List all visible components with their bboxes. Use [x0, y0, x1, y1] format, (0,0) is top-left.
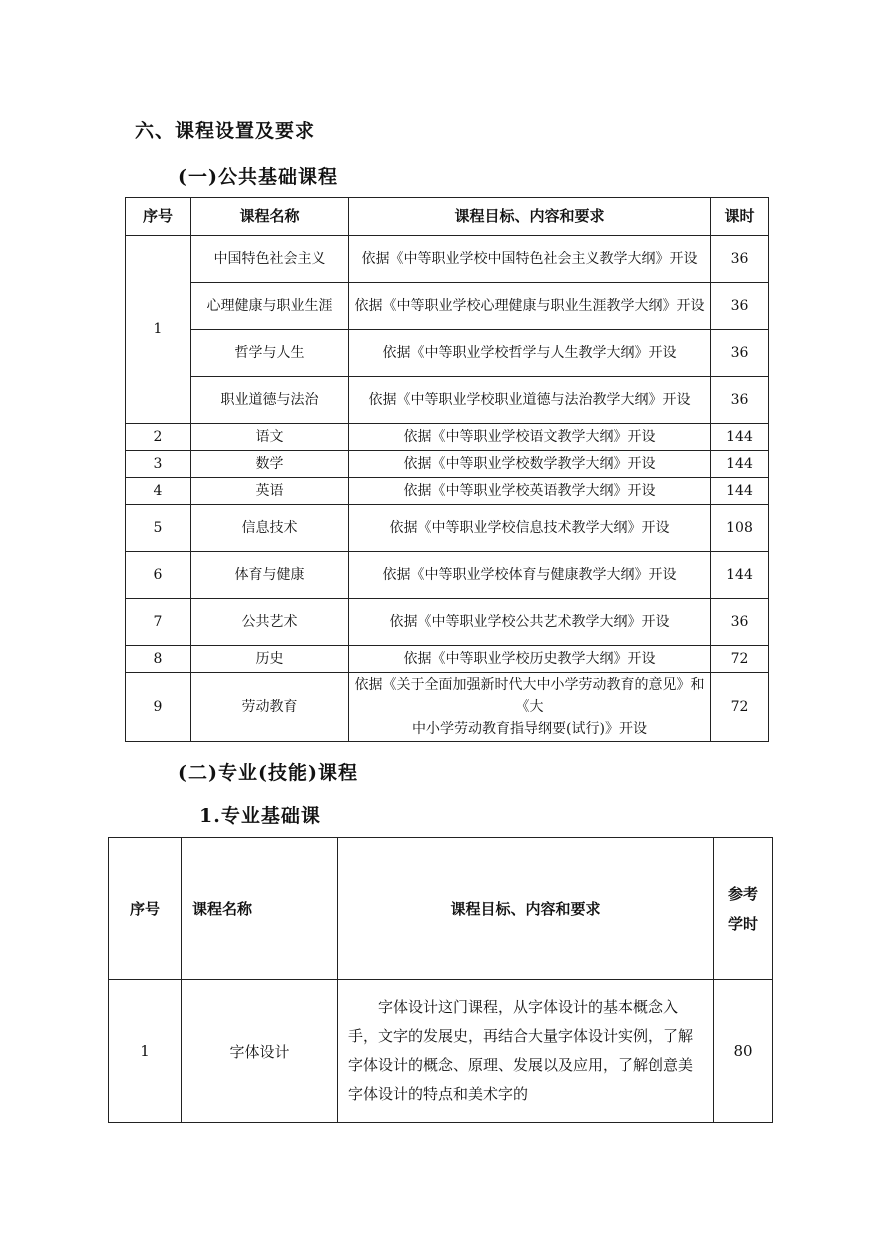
course-hours: 144: [711, 451, 769, 478]
course-goal: 依据《中等职业学校体育与健康教学大纲》开设: [349, 552, 711, 599]
course-goal: [349, 673, 711, 742]
table-row: [109, 980, 773, 1123]
table-row: [126, 646, 769, 673]
course-goal: 依据《中等职业学校英语教学大纲》开设: [349, 478, 711, 505]
course-name: 历史: [191, 646, 349, 673]
course-description: [338, 980, 714, 1123]
course-name: 中国特色社会主义: [191, 236, 349, 283]
public-courses-heading: (一)公共基础课程: [178, 166, 338, 188]
table-header-row: [126, 198, 769, 236]
course-goal: 依据《中等职业学校心理健康与职业生涯教学大纲》开设: [349, 283, 711, 330]
course-name: 语文: [191, 424, 349, 451]
header-name: 课程名称: [191, 198, 349, 236]
basic-courses-heading: 1.专业基础课: [199, 805, 321, 827]
header-goal: 课程目标、内容和要求: [349, 198, 711, 236]
header-no: 序号: [126, 198, 191, 236]
course-hours: 144: [711, 552, 769, 599]
table-row: [126, 451, 769, 478]
course-goal: 依据《中等职业学校数学教学大纲》开设: [349, 451, 711, 478]
course-hours: 144: [711, 424, 769, 451]
section-heading: 六、课程设置及要求: [135, 120, 316, 142]
course-name: 职业道德与法治: [191, 377, 349, 424]
course-goal: 依据《中等职业学校公共艺术教学大纲》开设: [349, 599, 711, 646]
course-hours: 80: [714, 980, 773, 1123]
course-name: 劳动教育: [191, 673, 349, 742]
table-row: [126, 673, 769, 742]
table-row: [126, 478, 769, 505]
row-no: 1: [109, 980, 182, 1123]
course-goal: 依据《中等职业学校历史教学大纲》开设: [349, 646, 711, 673]
course-name: 数学: [191, 451, 349, 478]
row-no: 3: [126, 451, 191, 478]
course-goal: 依据《中等职业学校语文教学大纲》开设: [349, 424, 711, 451]
course-hours: 72: [711, 673, 769, 742]
row-no: 6: [126, 552, 191, 599]
course-hours: 108: [711, 505, 769, 552]
table-row: [126, 236, 769, 283]
row-no: 7: [126, 599, 191, 646]
row-no: 1: [126, 236, 191, 424]
table-row: [126, 505, 769, 552]
course-goal-line: 依据《关于全面加强新时代大中小学劳动教育的意见》和《大: [354, 677, 705, 715]
course-description-text: 字体设计这门课程，从字体设计的基本概念入手，文字的发展史，再结合大量字体设计实例，了解字体设计的概念、原理、发展以及应用，了解创意美字体设计的特点和美术字的: [348, 998, 694, 1103]
table-row: [126, 330, 769, 377]
basic-courses-table: [108, 837, 773, 1123]
professional-courses-heading: (二)专业(技能)课程: [178, 762, 358, 784]
header-no: 序号: [109, 838, 182, 980]
row-no: 4: [126, 478, 191, 505]
header-hours-line: 参考: [727, 884, 758, 903]
course-goal: 依据《中等职业学校职业道德与法治教学大纲》开设: [349, 377, 711, 424]
table-header-row: [109, 838, 773, 980]
table-row: [126, 599, 769, 646]
course-goal: 依据《中等职业学校哲学与人生教学大纲》开设: [349, 330, 711, 377]
course-hours: 36: [711, 599, 769, 646]
course-name: 体育与健康: [191, 552, 349, 599]
course-hours: 144: [711, 478, 769, 505]
course-hours: 36: [711, 283, 769, 330]
course-hours: 36: [711, 377, 769, 424]
row-no: 2: [126, 424, 191, 451]
header-name: 课程名称: [182, 838, 338, 980]
row-no: 9: [126, 673, 191, 742]
course-hours: 36: [711, 330, 769, 377]
header-goal: 课程目标、内容和要求: [338, 838, 714, 980]
course-hours: 36: [711, 236, 769, 283]
header-hours-line: 学时: [727, 914, 758, 933]
course-goal-line: 中小学劳动教育指导纲要(试行)》开设: [412, 721, 647, 737]
table-row: [126, 424, 769, 451]
table-row: [126, 552, 769, 599]
course-hours: 72: [711, 646, 769, 673]
header-hours: 课时: [711, 198, 769, 236]
public-courses-table: [125, 197, 769, 742]
course-name: 字体设计: [182, 980, 338, 1123]
course-name: 英语: [191, 478, 349, 505]
course-goal: 依据《中等职业学校信息技术教学大纲》开设: [349, 505, 711, 552]
row-no: 8: [126, 646, 191, 673]
course-name: 信息技术: [191, 505, 349, 552]
table-row: [126, 283, 769, 330]
row-no: 5: [126, 505, 191, 552]
course-name: 公共艺术: [191, 599, 349, 646]
header-hours: [714, 838, 773, 980]
course-name: 哲学与人生: [191, 330, 349, 377]
course-goal: 依据《中等职业学校中国特色社会主义教学大纲》开设: [349, 236, 711, 283]
course-name: 心理健康与职业生涯: [191, 283, 349, 330]
table-row: [126, 377, 769, 424]
